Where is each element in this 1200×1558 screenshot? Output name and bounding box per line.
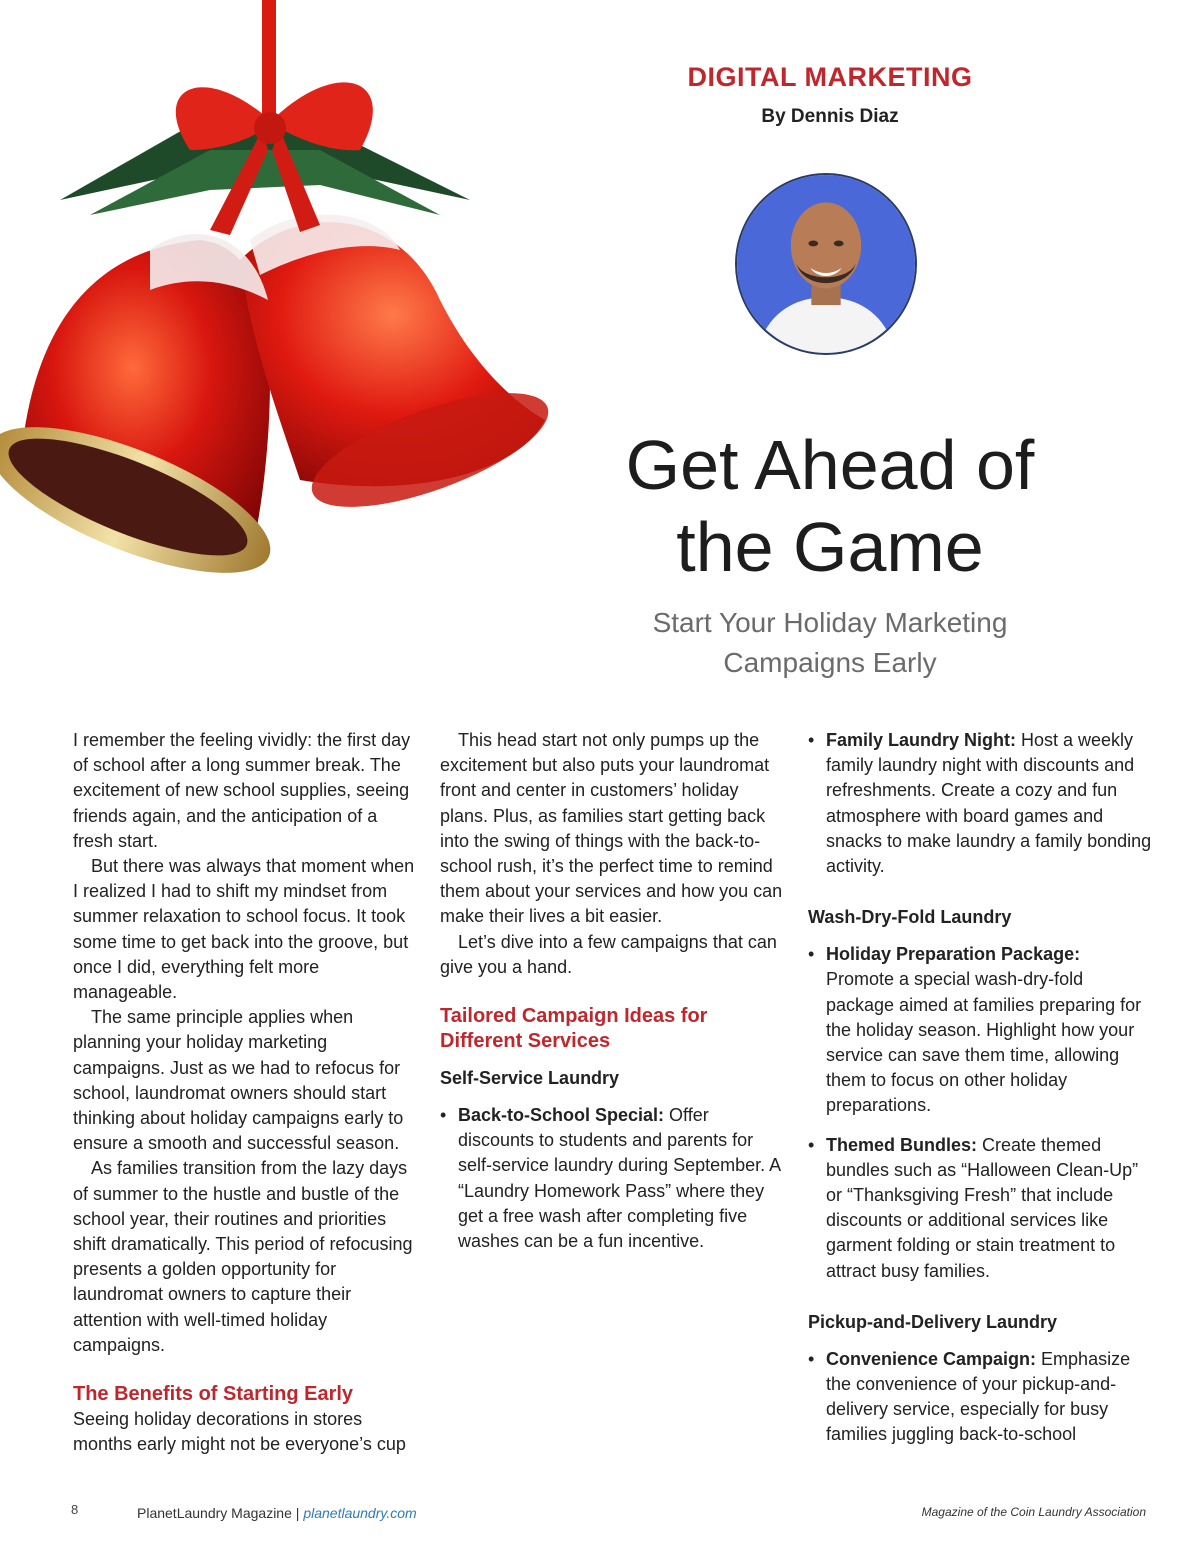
bullet-title: Back-to-School Special:	[458, 1105, 665, 1126]
article-title-line2: the Game	[676, 508, 984, 586]
footer-magazine	[137, 1505, 417, 1521]
article-subtitle: Start Your Holiday Marketing Campaigns Early	[652, 607, 1008, 678]
paragraph: Seeing holiday decorations in stores months early might not be everyone’s cup	[73, 1409, 406, 1455]
bullet-text: Create themed bundles such as “Halloween Clean-Up” or “Thanksgiving Fresh” that include discounts or additional services like garment folding or stain treatment to attract busy families.	[826, 1134, 1139, 1281]
heading-pickup-delivery: Pickup-and-Delivery Laundry	[808, 1311, 1058, 1332]
paragraph: Let’s dive into a few campaigns that can give you a hand.	[440, 931, 777, 977]
bullet-title: Themed Bundles:	[826, 1134, 978, 1155]
paragraph: As families transition from the lazy days of summer to the hustle and bustle of the school year, their routines and priorities shift dramatically. This period of refocusing presents a golden opportunity for laundromat owners to capture their attention with well-timed holiday campaigns.	[73, 1158, 413, 1355]
bullet-title: Family Laundry Night:	[826, 730, 1017, 750]
heading-tailored: Tailored Campaign Ideas for Different Services	[440, 1005, 708, 1053]
body-column-1	[73, 728, 418, 1457]
bullet-title: Convenience Campaign:	[826, 1348, 1037, 1369]
article-title-line1: Get Ahead of	[625, 426, 1035, 504]
paragraph: But there was always that moment when I realized I had to shift my mindset from summer relaxation to school focus. It took some time to get back into the groove, but once I did, everything felt more manageable.	[73, 856, 415, 1003]
heading-benefits: The Benefits of Starting Early	[73, 1383, 354, 1406]
section-label: DIGITAL MARKETING	[687, 62, 973, 92]
list-item	[808, 1347, 1153, 1448]
bullet-text: Host a weekly family laundry night with discounts and refreshments. Create a cozy and fun atmosphere with board games and snacks to make laundry a family bonding activity.	[826, 730, 1152, 877]
page-number: 8	[71, 1502, 79, 1517]
author-avatar	[735, 173, 917, 355]
paragraph: The same principle applies when planning your holiday marketing campaigns. Just as we had to refocus for school, laundromat owners should start thinking about holiday campaigns early to ensure a smooth and successful season.	[73, 1007, 404, 1154]
list-item	[440, 1103, 785, 1254]
bullet-text: Offer discounts to students and parents for self-service laundry during September. A “Laundry Homework Pass” where they get a free wash after completing five washes can be a fun incentive.	[458, 1105, 781, 1252]
author-byline: By Dennis Diaz	[761, 106, 899, 127]
article-title	[560, 424, 1100, 588]
heading-self-service: Self-Service Laundry	[440, 1068, 620, 1089]
list-item	[808, 942, 1153, 1118]
magazine-name: PlanetLaundry Magazine	[137, 1505, 292, 1521]
paragraph: I remember the feeling vividly: the first day of school after a long summer break. The excitement of new school supplies, seeing friends again, and the anticipation of a fresh start.	[73, 730, 411, 851]
heading-wash-dry-fold: Wash-Dry-Fold Laundry	[808, 907, 1012, 928]
footer-separator: |	[295, 1505, 300, 1521]
magazine-link[interactable]: planetlaundry.com	[303, 1505, 417, 1521]
list-item	[808, 728, 1153, 879]
christmas-bells-image	[0, 0, 560, 590]
footer-tagline: Magazine of the Coin Laundry Association	[921, 1505, 1146, 1519]
bullet-title: Holiday Preparation Package:	[826, 944, 1081, 965]
body-column-3	[808, 728, 1153, 1448]
paragraph: This head start not only pumps up the excitement but also puts your laundromat front and center in customers’ holiday plans. Plus, as families start getting back into the swing of things with the back-to-school rush, it’s the perfect time to remind them about your services and how you can make their lives a bit easier.	[440, 730, 783, 927]
list-item	[808, 1133, 1153, 1284]
bullet-text: Promote a special wash-dry-fold package aimed at families preparing for the holiday season. Highlight how your service can save them time, allowing them to focus on other holiday preparations.	[826, 969, 1142, 1116]
body-column-2	[440, 728, 785, 1254]
bullet-text: Emphasize the convenience of your pickup-and-delivery service, especially for busy families juggling back-to-school	[826, 1348, 1131, 1445]
